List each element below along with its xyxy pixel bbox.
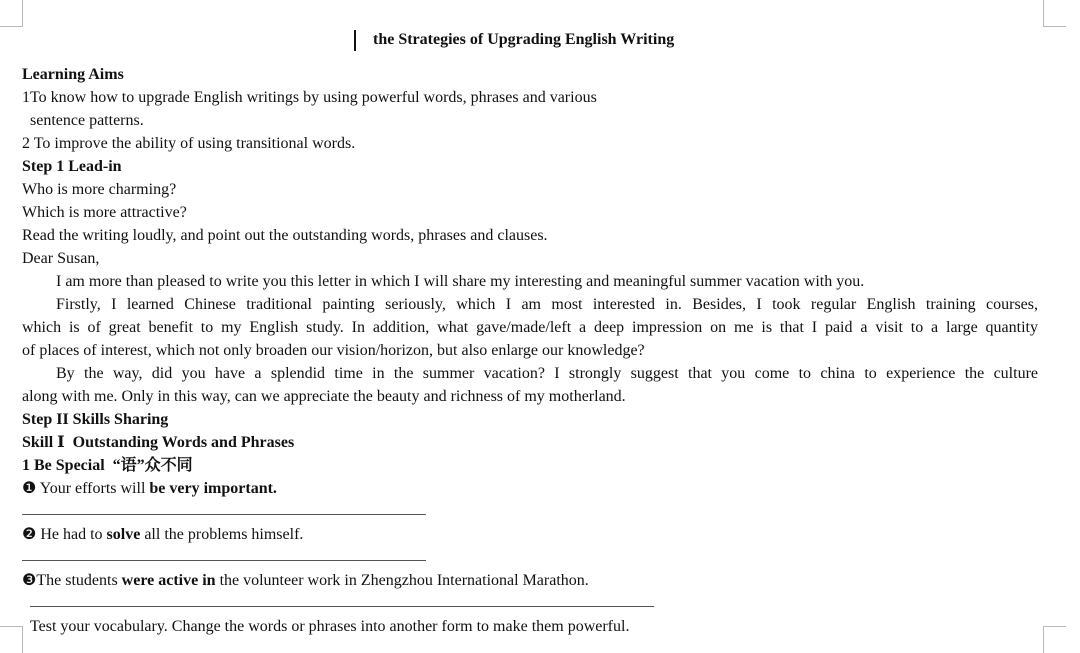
aim-1-line-2: sentence patterns.: [30, 112, 144, 129]
corner-mark-bottom-right: [1043, 626, 1066, 653]
letter-paragraph-3-line-1: By the way, did you have a splendid time in the summer vacation? I strongly suggest that you come to china to experience the culture: [56, 365, 1038, 382]
exercise-2-text: He had to: [36, 526, 107, 543]
letter-paragraph-2-line-1: Firstly, I learned Chinese traditional painting seriously, which I am most interested in. Besides, I took regular English training courses,: [56, 296, 1038, 313]
document-title: the Strategies of Upgrading English Writing: [373, 31, 675, 48]
step-2-heading: Step II Skills Sharing: [22, 411, 169, 428]
aim-2: 2 To improve the ability of using transitional words.: [22, 135, 356, 152]
question-charming: Who is more charming?: [22, 181, 177, 198]
exercise-1-bold: be very important.: [149, 480, 277, 497]
exercise-1-gap: [22, 500, 1038, 523]
exercise-1: [22, 477, 1038, 500]
exercise-3-gap: [22, 592, 1038, 615]
be-special-heading: 1 Be Special “语”众不同: [22, 457, 193, 474]
letter-paragraph-2-line-2: which is of great benefit to my English study. In addition, what gave/made/left a deep impression on me is that I paid a visit to a large quantity: [22, 319, 1038, 336]
letter-salutation: Dear Susan,: [22, 250, 100, 267]
exercise-1-marker: ❶: [22, 480, 37, 497]
text-cursor-bar: [354, 30, 356, 51]
answer-line-3[interactable]: [30, 606, 654, 607]
exercise-3-text: The students: [36, 572, 122, 589]
skill-1-heading: Skill Ⅰ Outstanding Words and Phrases: [22, 434, 295, 451]
exercise-1-text: Your efforts will: [36, 480, 150, 497]
exercise-3: [22, 569, 1038, 592]
answer-line-2[interactable]: [22, 560, 426, 561]
exercise-2-marker: ❷: [22, 526, 37, 543]
exercise-3-marker: ❸: [22, 572, 37, 589]
letter-paragraph-1: I am more than pleased to write you this letter in which I will share my interesting and meaningful summer vacation with you.: [56, 273, 865, 290]
exercise-3-bold: were active in: [121, 572, 216, 589]
step-1-heading: Step 1 Lead-in: [22, 158, 122, 175]
letter-paragraph-3-line-2: along with me. Only in this way, can we appreciate the beauty and richness of my motherland.: [22, 388, 626, 405]
exercise-2-gap: [22, 546, 1038, 569]
corner-mark-bottom-left: [0, 626, 23, 653]
question-attractive: Which is more attractive?: [22, 204, 187, 221]
letter-paragraph-2-line-3: of places of interest, which not only broaden our vision/horizon, but also enlarge our knowledge?: [22, 342, 645, 359]
aim-1-line-1: 1To know how to upgrade English writings by using powerful words, phrases and various: [22, 89, 597, 106]
answer-line-1[interactable]: [22, 514, 426, 515]
exercise-3-rest: the volunteer work in Zhengzhou International Marathon.: [215, 572, 589, 589]
exercise-2-bold: solve: [106, 526, 141, 543]
corner-mark-top-right: [1043, 0, 1066, 27]
learning-aims-heading: Learning Aims: [22, 66, 124, 83]
exercise-2: [22, 523, 1038, 546]
document-body: [22, 63, 1038, 638]
title-row: [354, 29, 674, 51]
test-vocabulary-instruction: Test your vocabulary. Change the words or phrases into another form to make them powerful.: [30, 618, 630, 635]
reading-instruction: Read the writing loudly, and point out the outstanding words, phrases and clauses.: [22, 227, 548, 244]
corner-mark-top-left: [0, 0, 23, 27]
exercise-2-rest: all the problems himself.: [140, 526, 304, 543]
